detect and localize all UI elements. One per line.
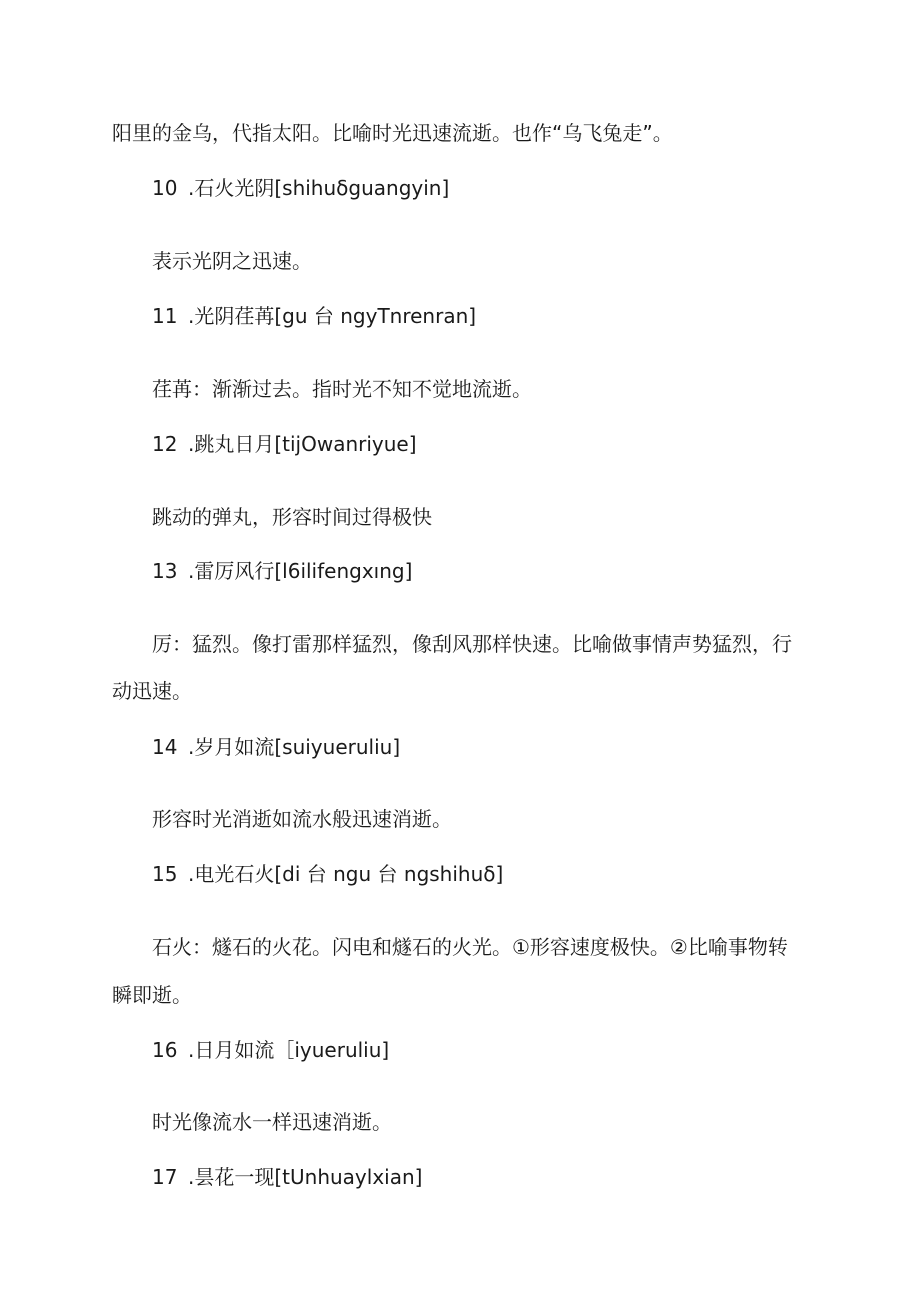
idiom-number: 17 <box>152 1165 178 1189</box>
definition-text: 荏苒：渐渐过去。指时光不知不觉地流逝。 <box>152 377 532 401</box>
idiom-number: 16 <box>152 1038 178 1062</box>
idiom-heading-10 <box>152 175 449 201</box>
idiom-definition-13-line2 <box>112 678 192 704</box>
idiom-definition-13-line1 <box>152 631 792 657</box>
idiom-number: 14 <box>152 735 178 759</box>
idiom-definition-10 <box>152 248 312 274</box>
idiom-number: 10 <box>152 176 178 200</box>
paragraph-text: 阳里的金乌，代指太阳。比喻时光迅速流逝。也作“乌飞兔走”。 <box>112 121 673 145</box>
definition-text: 石火：燧石的火花。闪电和燧石的火光。①形容速度极快。②比喻事物转 <box>152 935 788 959</box>
idiom-heading-16 <box>152 1037 389 1063</box>
idiom-number: 15 <box>152 862 178 886</box>
definition-text: 跳动的弹丸，形容时间过得极快 <box>152 505 432 529</box>
idiom-heading-13 <box>152 558 412 584</box>
idiom-heading-11 <box>152 303 476 329</box>
definition-text: 时光像流水一样迅速消逝。 <box>152 1110 392 1134</box>
idiom-heading-15 <box>152 861 503 887</box>
idiom-heading-17 <box>152 1164 422 1190</box>
idiom-definition-16 <box>152 1109 392 1135</box>
paragraph-continuation <box>112 120 673 146</box>
idiom-title: .昙花一现[tUnhuaylxian] <box>188 1165 423 1189</box>
definition-text: 厉：猛烈。像打雷那样猛烈，像刮风那样快速。比喻做事情声势猛烈，行 <box>152 632 792 656</box>
idiom-number: 11 <box>152 304 178 328</box>
idiom-heading-14 <box>152 734 400 760</box>
idiom-title: .光阴荏苒[gu 台 ngyTnrenran] <box>188 304 477 328</box>
definition-text: 瞬即逝。 <box>112 983 192 1007</box>
idiom-definition-12 <box>152 504 432 530</box>
idiom-definition-15-line1 <box>152 934 788 960</box>
idiom-title: .电光石火[di 台 ngu 台 ngshihuδ] <box>188 862 504 886</box>
idiom-title: .岁月如流[suiyueruliu] <box>188 735 401 759</box>
definition-text: 表示光阴之迅速。 <box>152 249 312 273</box>
definition-text: 动迅速。 <box>112 679 192 703</box>
idiom-title: .日月如流［iyueruliu] <box>188 1038 390 1062</box>
idiom-definition-15-line2 <box>112 982 192 1008</box>
definition-text: 形容时光消逝如流水般迅速消逝。 <box>152 807 452 831</box>
idiom-number: 12 <box>152 432 178 456</box>
idiom-title: .雷厉风行[l6ilifengxıng] <box>188 559 413 583</box>
idiom-definition-11 <box>152 376 532 402</box>
idiom-heading-12 <box>152 431 417 457</box>
idiom-number: 13 <box>152 559 178 583</box>
idiom-definition-14 <box>152 806 452 832</box>
idiom-title: .跳丸日月[tijOwanriyue] <box>188 432 417 456</box>
idiom-title: .石火光阴[shihuδguangyin] <box>188 176 450 200</box>
